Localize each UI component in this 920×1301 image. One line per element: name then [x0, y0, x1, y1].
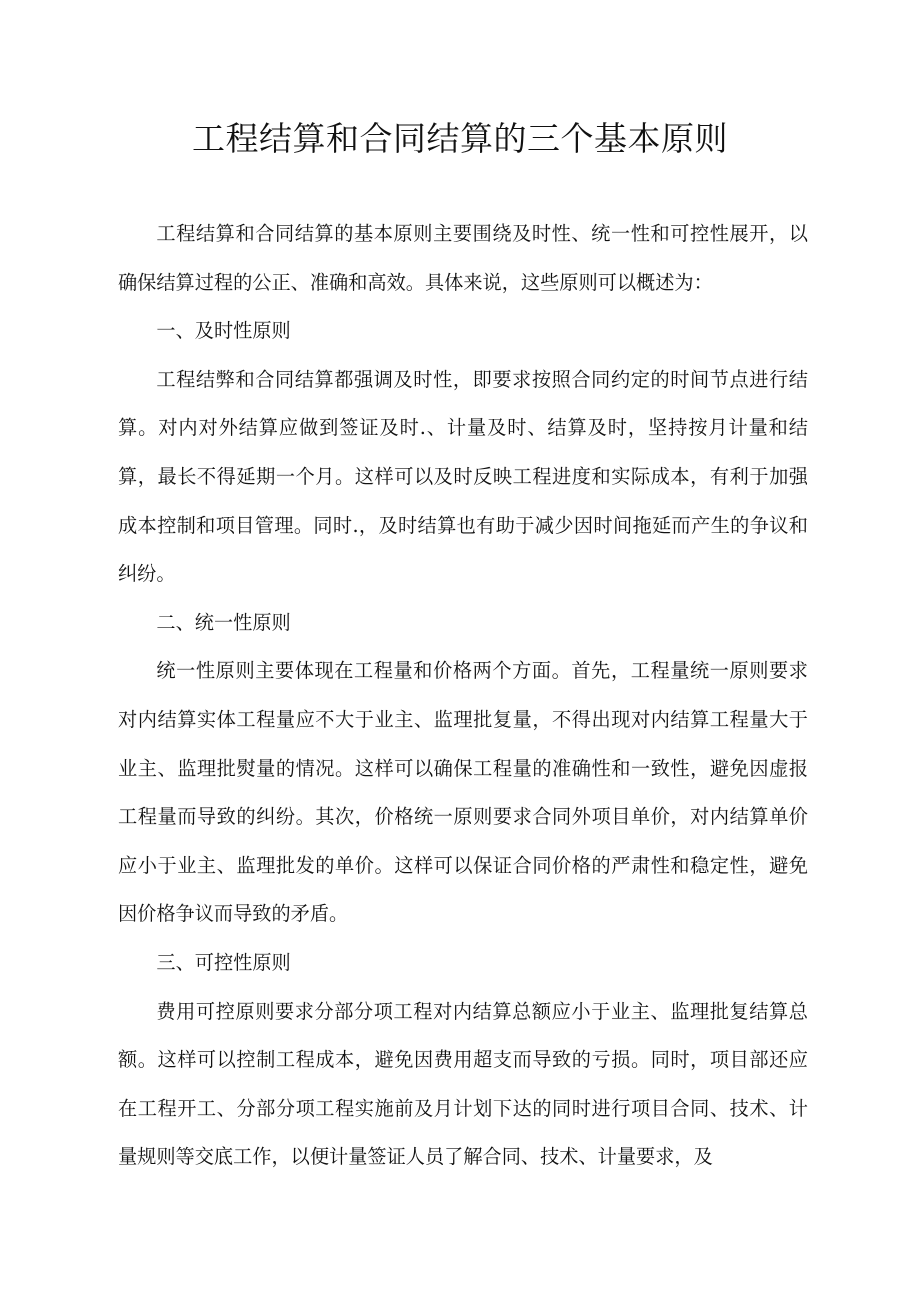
section-body-controllability: 费用可控原则要求分部分项工程对内结算总额应小于业主、监理批复结算总额。这样可以控制工程成本，避免因费用超支而导致的亏损。同时，项目部还应在工程开工、分部分项工程实施前及月计划下达的同时进行项目合同、技术、计量规则等交底工作，以便计量签证人员了解合同、技术、计量要求，及 — [118, 999, 808, 1169]
section-body-uniformity: 统一性原则主要体现在工程量和价格两个方面。首先，工程量统一原则要求对内结算实体工程量应不大于业主、监理批复量，不得出现对内结算工程量大于业主、监理批熨量的情况。这样可以确保工程量的准确性和一致性，避免因虚报工程量而导致的纠纷。其次，价格统一原则要求合同外项目单价，对内结算单价应小于业主、监理批发的单价。这样可以保证合同价格的严肃性和稳定性，避免因价格争议而导致的矛盾。 — [118, 659, 808, 926]
section-heading-timeliness: 一、及时性原则 — [156, 319, 291, 343]
section-heading-controllability: 三、可控性原则 — [156, 950, 291, 974]
section-body-timeliness: 工程结弊和合同结算都强调及时性，即要求按照合同约定的时间节点进行结算。对内对外结算应做到签证及时.、计量及时、结算及时，坚持按月计量和结算，最长不得延期一个月。这样可以及时反映工程进度和实际成本，有利于加强成本控制和项目管理。同时.，及时结算也有助于减少因时间拖延而产生的争议和纠纷。 — [118, 367, 808, 586]
intro-paragraph: 工程结算和合同结算的基本原则主要围绕及时性、统一性和可控性展开，以确保结算过程的公正、准确和高效。具体来说，这些原则可以概述为： — [118, 222, 808, 294]
section-heading-uniformity: 二、统一性原则 — [156, 610, 291, 634]
document-body — [118, 210, 808, 1182]
document-title: 工程结算和合同结算的三个基本原则 — [192, 119, 728, 158]
